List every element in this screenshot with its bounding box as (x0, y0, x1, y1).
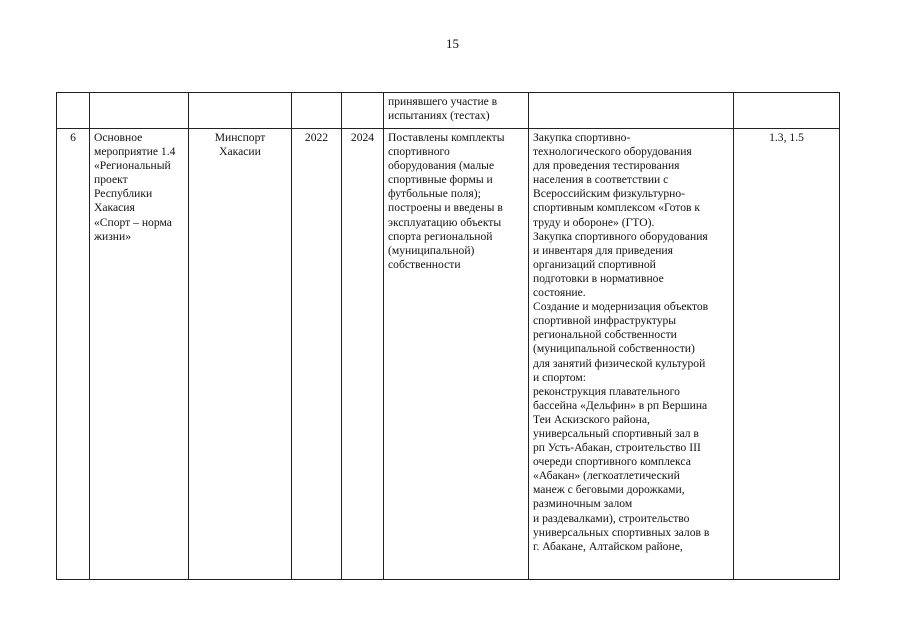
cell-indicator-link (734, 93, 840, 129)
table-row (57, 129, 840, 580)
cell-number (57, 93, 90, 129)
page-number: 15 (446, 36, 459, 51)
cell-measure-name (90, 93, 189, 129)
cell-expected-result: Поставлены комплекты спортивного оборудования (малые спортивные формы и футбольные поля); построены и введены в эксплуатацию объекты спорта региональной (муниципальной) собственности (384, 129, 529, 580)
cell-end-year (342, 93, 384, 129)
cell-start-year: 2022 (292, 129, 342, 580)
cell-expected-result: принявшего участие в испытаниях (тестах) (384, 93, 529, 129)
cell-end-year: 2024 (342, 129, 384, 580)
cell-measure-name: Основное мероприятие 1.4 «Региональный проект Республики Хакасия «Спорт – норма жизни» (90, 129, 189, 580)
table-row (57, 93, 840, 129)
cell-start-year (292, 93, 342, 129)
cell-main-directions (529, 93, 734, 129)
cell-main-directions: Закупка спортивно- технологического оборудования для проведения тестирования населения в соответствии с Всероссийским физкультурно- спортивным комплексом «Готов к труду и обороне» (ГТО). Закупка спортивного оборудования и инвентаря для приведения организаций спортивной подготовки в нормативное состояние. Создание и модернизация объектов спортивной инфраструктуры региональной собственности (муниципальной собственности) для занятий физической культурой и спортом: реконструкция плавательного бассейна «Дельфин» в рп Вершина Теи Аскизского района, универсальный спортивный зал в рп Усть-Абакан, строительство III очереди спортивного комплекса «Абакан» (легкоатлетический манеж с беговыми дорожками, разминочным залом и раздевалками), строительство универсальных спортивных залов в г. Абакане, Алтайском районе, (529, 129, 734, 580)
cell-executor (189, 93, 292, 129)
measures-table (56, 92, 840, 580)
cell-indicator-link: 1.3, 1.5 (734, 129, 840, 580)
cell-number: 6 (57, 129, 90, 580)
cell-executor: Минспорт Хакасии (189, 129, 292, 580)
